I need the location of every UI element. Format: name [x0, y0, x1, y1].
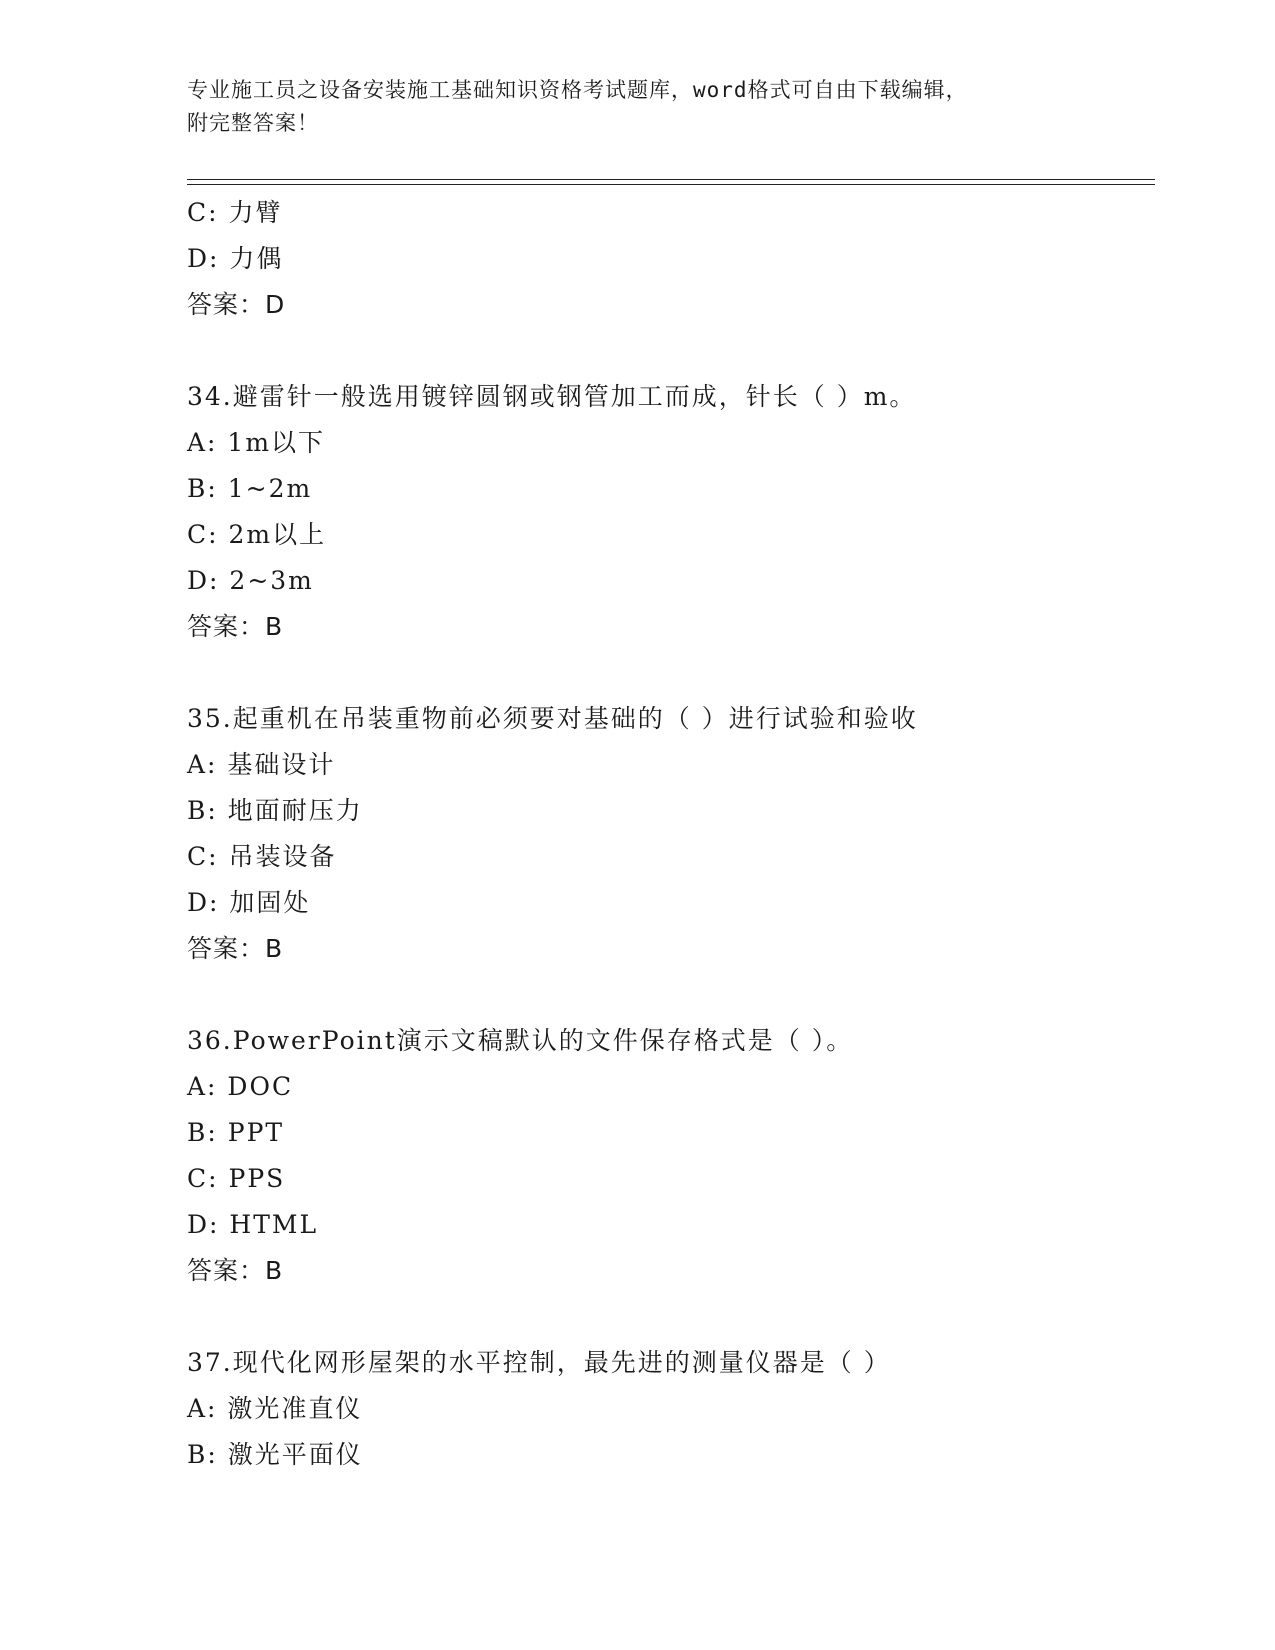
question-block-37: [187, 1340, 1155, 1478]
question-stem: 36.PowerPoint演示文稿默认的文件保存格式是（ ）。: [187, 1026, 854, 1055]
option-d: D: 2~3m: [187, 566, 314, 595]
question-block-36: [187, 1018, 1155, 1294]
header-line-1: 专业施工员之设备安装施工基础知识资格考试题库，word格式可自由下载编辑，: [187, 78, 968, 102]
question-block-34: [187, 374, 1155, 650]
answer: 答案：B: [187, 1256, 284, 1285]
option-c: C: 力臂: [187, 198, 283, 227]
option-c: C: 吊装设备: [187, 842, 337, 871]
option-b: B: 激光平面仪: [187, 1440, 363, 1469]
question-stem: 35.起重机在吊装重物前必须要对基础的（ ）进行试验和验收: [187, 704, 918, 733]
option-b: B: 地面耐压力: [187, 796, 363, 825]
option-d: D: 力偶: [187, 244, 284, 273]
answer: 答案：B: [187, 934, 284, 963]
option-b: B: PPT: [187, 1118, 285, 1147]
header-rule-bottom: [187, 184, 1155, 185]
answer: 答案：D: [187, 290, 286, 319]
header-line-2: 附完整答案！: [187, 111, 319, 135]
option-d: D: HTML: [187, 1210, 319, 1239]
option-c: C: PPS: [187, 1164, 286, 1193]
option-a: A: 激光准直仪: [187, 1394, 363, 1423]
answer: 答案：B: [187, 612, 284, 641]
document-header: [187, 74, 1087, 140]
option-d: D: 加固处: [187, 888, 311, 917]
option-a: A: 1m以下: [187, 428, 326, 457]
option-b: B: 1~2m: [187, 474, 313, 503]
question-stem: 34.避雷针一般选用镀锌圆钢或钢管加工而成，针长（ ）m。: [187, 382, 917, 411]
question-stem: 37.现代化网形屋架的水平控制，最先进的测量仪器是（ ）: [187, 1348, 891, 1377]
header-rule-top: [187, 179, 1155, 180]
question-block-33: [187, 190, 1155, 328]
option-c: C: 2m以上: [187, 520, 327, 549]
question-block-35: [187, 696, 1155, 972]
question-list: [187, 190, 1155, 1478]
option-a: A: 基础设计: [187, 750, 336, 779]
option-a: A: DOC: [187, 1072, 294, 1101]
